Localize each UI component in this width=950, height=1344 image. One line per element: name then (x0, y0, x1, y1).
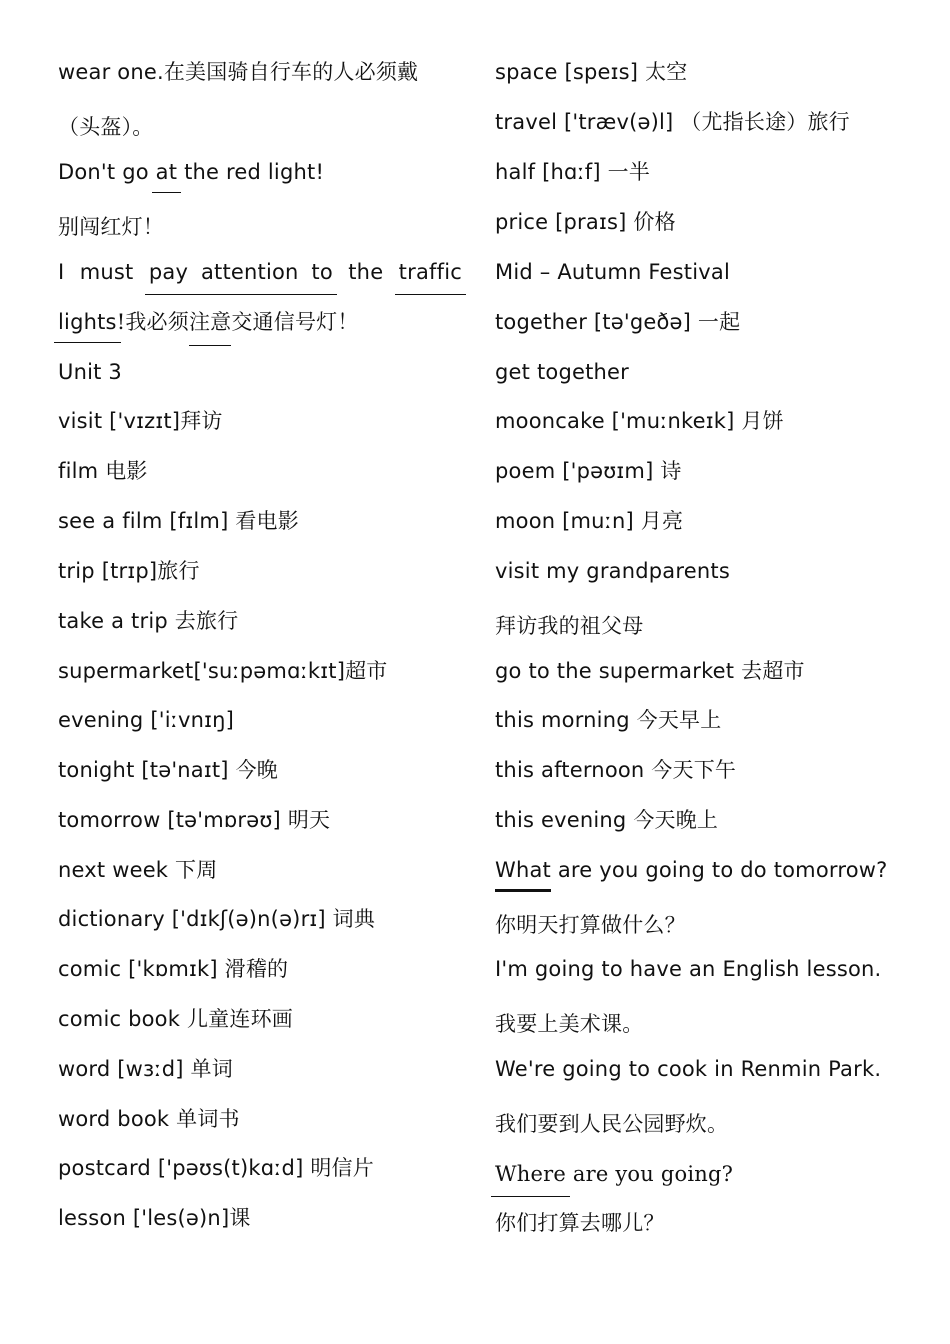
text-line (495, 612, 643, 640)
text-segment: 别闯红灯！ (58, 215, 164, 239)
vocab-entry: comic ['kɒmɪk] 滑稽的 (58, 957, 289, 981)
vocab-entry: evening ['iːvnɪŋ] (58, 708, 235, 732)
translation: 你们打算去哪儿？ (495, 1211, 665, 1235)
underlined-phrase: pay attention to (148, 260, 333, 284)
vocab-entry: postcard ['pəʊs(t)kɑːd] 明信片 (58, 1156, 374, 1180)
text-line (58, 358, 122, 386)
text-line (58, 158, 324, 186)
text-line (495, 308, 740, 336)
text-segment: Don't go (58, 160, 156, 184)
translation: 我要上美术课。 (495, 1012, 644, 1036)
text-line (58, 905, 375, 933)
text-line (495, 457, 682, 485)
text-line (58, 607, 238, 635)
vocab-entry: Mid – Autumn Festival (495, 260, 730, 284)
vocab-entry: space [speɪs] 太空 (495, 60, 688, 84)
text-line (58, 955, 288, 983)
text-line (58, 407, 223, 435)
text-line (495, 806, 718, 834)
text-line (495, 756, 736, 784)
underlined-word: 注意 (188, 310, 232, 334)
vocab-entry: lesson ['les(ə)n]课 (58, 1206, 251, 1230)
text-line (495, 507, 683, 535)
text-line (58, 1154, 374, 1182)
text-line (495, 706, 721, 734)
vocab-entry: visit ['vɪzɪt]拜访 (58, 409, 223, 433)
vocab-entry: this morning 今天早上 (495, 708, 722, 732)
vocab-entry: see a film [fɪlm] 看电影 (58, 509, 299, 533)
text-line (495, 258, 730, 286)
example-sentence: We're going to cook in Renmin Park. (495, 1057, 882, 1081)
text-line (58, 756, 278, 784)
vocab-entry: go to the supermarket 去超市 (495, 659, 805, 683)
vocab-entry: mooncake ['muːnkeɪk] 月饼 (495, 409, 784, 433)
text-line (58, 113, 154, 141)
text-line (58, 58, 418, 86)
text-line (495, 407, 784, 435)
translation: 我们要到人民公园野炊。 (495, 1112, 729, 1136)
text-segment: 在美国骑自行车的人必须戴 (163, 60, 419, 84)
text-line (495, 1010, 643, 1038)
vocab-entry: this evening 今天晚上 (495, 808, 719, 832)
text-line (58, 706, 234, 734)
text-line (58, 258, 462, 286)
vocab-entry: trip [trɪp]旅行 (58, 559, 200, 583)
vocab-entry: half [hɑːf] 一半 (495, 160, 651, 184)
text-line (58, 213, 164, 241)
text-segment: I (58, 260, 65, 284)
vocab-entry: this afternoon 今天下午 (495, 758, 737, 782)
text-line (495, 1110, 728, 1138)
text-line (495, 358, 629, 386)
text-line (495, 657, 805, 685)
translation: 你明天打算做什么？ (495, 913, 686, 937)
text-line (58, 308, 359, 336)
underlined-word: at (155, 160, 178, 184)
text-line (495, 856, 888, 884)
text-line (495, 1160, 733, 1188)
example-sentence: I'm going to have an English lesson. (495, 957, 882, 981)
vocab-entry: moon [muːn] 月亮 (495, 509, 684, 533)
text-segment: must (79, 260, 134, 284)
text-segment: wear one. (58, 60, 164, 84)
vocab-entry: tonight [tə'naɪt] 今晚 (58, 758, 278, 782)
text-line (495, 955, 881, 983)
text-line (495, 557, 730, 585)
text-segment: 交通信号灯！ (231, 310, 359, 334)
text-line (58, 806, 330, 834)
text-line (58, 1105, 240, 1133)
text-line (58, 457, 148, 485)
vocab-entry: next week 下周 (58, 858, 218, 882)
text-line (58, 507, 299, 535)
vocab-entry: film 电影 (58, 459, 148, 483)
text-segment: are you going? (566, 1162, 734, 1186)
vocab-entry: word book 单词书 (58, 1107, 240, 1131)
text-line (58, 856, 217, 884)
underlined-word: Where (495, 1162, 567, 1186)
text-line (58, 557, 200, 585)
unit-heading: Unit 3 (58, 360, 122, 384)
vocab-entry: travel ['træv(ə)l] （尤指长途）旅行 (495, 110, 850, 134)
text-line (495, 1055, 881, 1083)
text-segment: are you going to do tomorrow? (550, 858, 888, 882)
vocab-entry: poem ['pəʊɪm] 诗 (495, 459, 682, 483)
vocab-entry: visit my grandparents (495, 559, 730, 583)
underlined-word: traffic (398, 260, 462, 284)
text-segment: （头盔）。 (58, 115, 154, 139)
vocab-entry: comic book 儿童连环画 (58, 1007, 293, 1031)
text-line (58, 1005, 293, 1033)
vocab-entry: take a trip 去旅行 (58, 609, 239, 633)
text-line (58, 1055, 233, 1083)
text-line (495, 911, 686, 939)
underlined-word: What (495, 858, 551, 882)
vocab-entry: get together (495, 360, 629, 384)
vocab-entry: price [praɪs] 价格 (495, 210, 676, 234)
underlined-word: lights (58, 310, 117, 334)
vocab-entry: tomorrow [tə'mɒrəʊ] 明天 (58, 808, 331, 832)
vocab-entry: dictionary ['dɪkʃ(ə)n(ə)rɪ] 词典 (58, 907, 376, 931)
vocab-entry: together [tə'geðə] 一起 (495, 310, 741, 334)
translation: 拜访我的祖父母 (495, 614, 644, 638)
text-segment: the red light! (177, 160, 325, 184)
text-line (495, 158, 650, 186)
text-line (495, 1209, 665, 1237)
text-line (58, 1204, 251, 1232)
vocab-entry: word [wɜːd] 单词 (58, 1057, 233, 1081)
vocab-entry: supermarket['suːpəmɑːkɪt]超市 (58, 659, 388, 683)
text-line (495, 208, 676, 236)
text-line (495, 58, 687, 86)
text-segment: the (348, 260, 384, 284)
text-line (495, 108, 850, 136)
text-segment: !我必须 (116, 310, 189, 334)
text-line (58, 657, 388, 685)
